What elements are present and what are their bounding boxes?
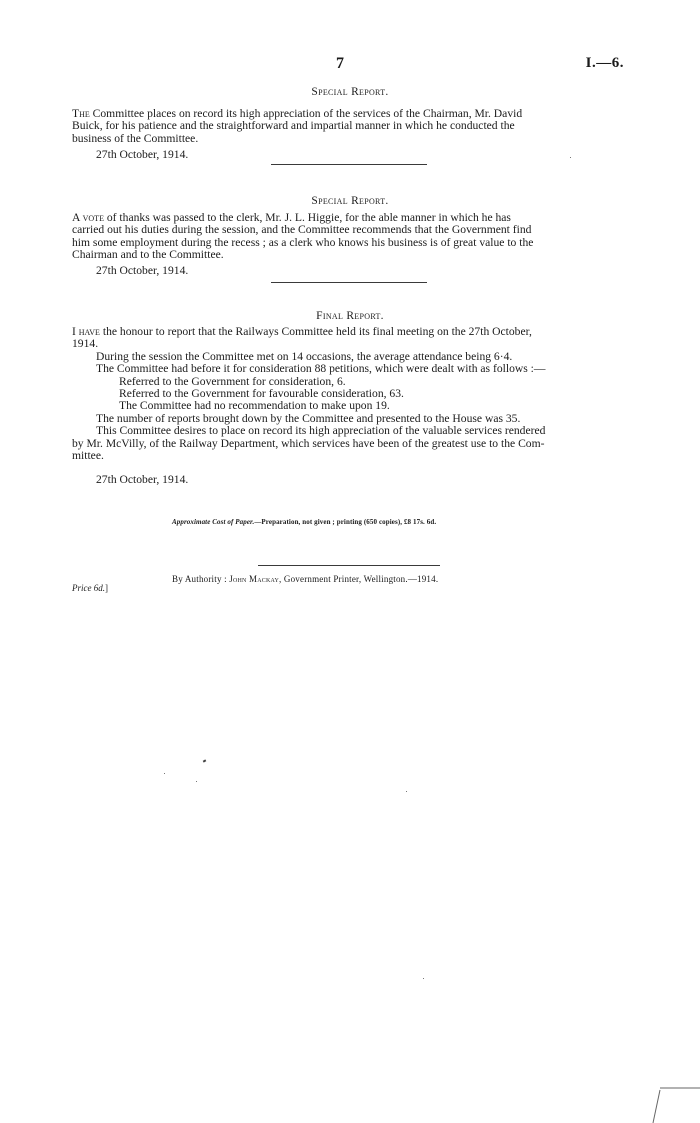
- final-report-intro-line-1: [72, 326, 626, 338]
- final-report-outcome-3: The Committee had no recommendation to make upon 19.: [119, 399, 390, 413]
- special-report-1-date: 27th October, 1914.: [96, 148, 189, 161]
- price-text: Price 6d.: [72, 583, 105, 593]
- final-report-appreciation-line-2: by Mr. McVilly, of the Railway Department, which services have been of the greatest use to the Com-: [72, 436, 545, 450]
- final-report-outcome-2: Referred to the Government for favourable consideration, 63.: [119, 387, 404, 401]
- special-report-1-text-1: Committee places on record its high appreciation of the services of the Chairman, Mr. David: [92, 107, 523, 120]
- authority-suffix: Government Printer, Wellington.—1914.: [283, 574, 439, 584]
- document-reference: I.—6.: [585, 55, 624, 71]
- corner-mark: [640, 1078, 700, 1123]
- final-report-intro-line-2: 1914.: [72, 337, 99, 351]
- printer-name: John Mackay,: [229, 574, 282, 584]
- price-bracket: ]: [105, 583, 108, 593]
- cost-of-paper-note: [172, 518, 436, 526]
- scan-speck: [570, 157, 571, 158]
- scan-speck: [203, 759, 207, 762]
- section-divider: [271, 164, 427, 165]
- final-report-intro-text-1: the honour to report that the Railways Committee held its final meeting on the 27th October,: [102, 325, 532, 338]
- special-report-2-body: [72, 212, 626, 262]
- scan-speck: [423, 978, 424, 979]
- special-report-1-line-2: Buick, for his patience and the straightforward and impartial manner in which he conducted the: [72, 119, 515, 133]
- special-report-2-date: 27th October, 1914.: [96, 264, 189, 277]
- final-report-outcome-1: Referred to the Government for consideration, 6.: [119, 374, 346, 388]
- special-report-2-heading: Special Report.: [311, 195, 389, 207]
- final-report-body: [72, 326, 626, 462]
- cost-of-paper-lead: Approximate Cost of Paper.: [172, 518, 255, 526]
- final-report-lead: I have: [72, 325, 100, 338]
- scan-speck: [164, 773, 165, 774]
- authority-prefix: By Authority :: [172, 574, 227, 584]
- scan-speck: [196, 781, 197, 782]
- special-report-2-line-2: carried out his duties during the session, and the Committee recommends that the Government find: [72, 223, 532, 237]
- scan-speck: [406, 791, 407, 792]
- special-report-2-line-3: him some employment during the recess ; as a clerk who knows his business is of great value to the: [72, 235, 534, 249]
- special-report-2-lead: A vote: [72, 211, 104, 224]
- page-number: 7: [336, 55, 345, 72]
- special-report-1-heading: Special Report.: [311, 86, 389, 98]
- final-report-session-line: During the session the Committee met on 14 occasions, the average attendance being 6·4.: [96, 349, 513, 363]
- special-report-2-text-1: of thanks was passed to the clerk, Mr. J. L. Higgie, for the able manner in which he has: [106, 211, 511, 224]
- final-report-appreciation-line-1: This Committee desires to place on record its high appreciation of the valuable services rendered: [96, 424, 546, 438]
- section-divider: [271, 282, 427, 283]
- cost-of-paper-text: —Preparation, not given ; printing (650 copies), £8 17s. 6d.: [254, 518, 437, 526]
- printer-authority: [172, 574, 438, 584]
- final-report-heading: Final Report.: [316, 310, 384, 322]
- final-report-petitions-line: The Committee had before it for consideration 88 petitions, which were dealt with as follows :—: [96, 362, 546, 376]
- footer-divider: [258, 565, 440, 566]
- special-report-2-line-4: Chairman and to the Committee.: [72, 248, 224, 262]
- special-report-1-lead: The: [72, 107, 90, 120]
- price-note: [72, 583, 108, 593]
- final-report-appreciation-line-3: mittee.: [72, 449, 104, 463]
- special-report-1-line-3: business of the Committee.: [72, 131, 199, 145]
- special-report-1-body: [72, 108, 626, 145]
- final-report-reports-line: The number of reports brought down by the Committee and presented to the House was 35.: [96, 411, 521, 425]
- final-report-date: 27th October, 1914.: [96, 473, 189, 486]
